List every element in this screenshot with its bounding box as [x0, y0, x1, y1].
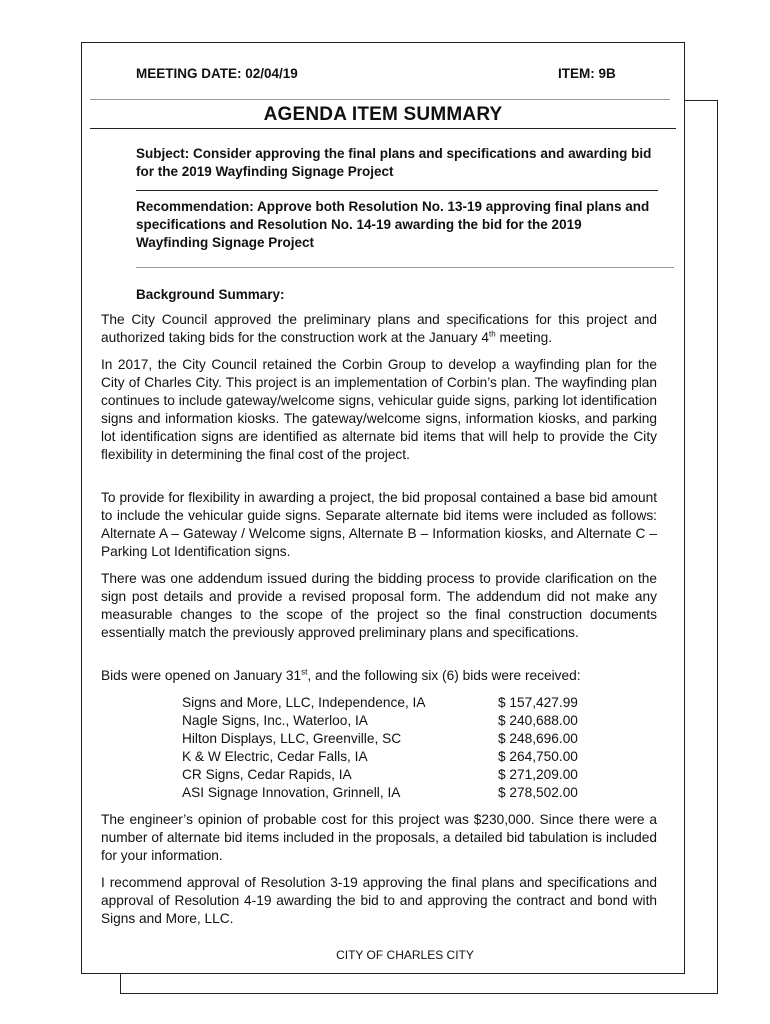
bid-amount: $ 271,209.00 [498, 767, 578, 782]
bid-amount: $ 248,696.00 [498, 731, 578, 746]
bid-row [182, 748, 578, 766]
paragraph-3: To provide for flexibility in awarding a project, the bid proposal contained a base bid amount to include the vehicular guide signs. Separate alternate bid items were included as follows: Alternate A – Gateway / Welcome signs, Alternate B – Information kiosks, and Alternate C – Parking Lot Identification signs. [101, 490, 657, 559]
bid-name: CR Signs, Cedar Rapids, IA [182, 767, 352, 782]
bid-amount: $ 240,688.00 [498, 713, 578, 728]
header-divider [90, 99, 670, 100]
bid-name: Hilton Displays, LLC, Greenville, SC [182, 731, 402, 746]
paragraph-6: The engineer’s opinion of probable cost for this project was $230,000. Since there were a number of alternate bid items included in the proposals, a detailed bid tabulation is included for your information. [101, 812, 657, 863]
bid-name: ASI Signage Innovation, Grinnell, IA [182, 785, 401, 800]
bid-row [182, 694, 578, 712]
item-number: ITEM: 9B [558, 66, 616, 81]
bid-row [182, 730, 578, 748]
bid-amount: $ 264,750.00 [498, 749, 578, 764]
paragraph-2: In 2017, the City Council retained the Corbin Group to develop a wayfinding plan for the City of Charles City. This project is an implementation of Corbin’s plan. The wayfinding plan continues to include gateway/welcome signs, vehicular guide signs, parking lot identification signs and information kiosks. The gateway/welcome signs, information kiosks, and parking lot identification signs are identified as alternate bid items that will help to provide the City flexibility in determining the final cost of the project. [101, 357, 657, 462]
title-divider [90, 128, 676, 129]
bid-row [182, 766, 578, 784]
paragraph-4: There was one addendum issued during the bidding process to provide clarification on the sign post details and provide a revised proposal form. The addendum did not make any measurable changes to the scope of the project so the final construction documents essentially match the previously approved preliminary plans and specifications. [101, 571, 657, 640]
bid-row [182, 712, 578, 730]
meeting-date: MEETING DATE: 02/04/19 [136, 66, 298, 81]
paragraph-7: I recommend approval of Resolution 3-19 approving the final plans and specifications and approval of Resolution 4-19 awarding the bid to and approving the contract and bond with Signs and More, LLC. [101, 875, 657, 926]
background-heading: Background Summary: [136, 287, 285, 302]
subject-divider [136, 190, 658, 191]
paragraph-1: The City Council approved the preliminary plans and specifications for this project and authorized taking bids for the construction work at the January 4th meeting. [101, 312, 657, 345]
bid-list [182, 694, 578, 802]
footer-city-name: CITY OF CHARLES CITY [336, 948, 474, 962]
subject: Subject: Consider approving the final plans and specifications and awarding bid for the 2019 Wayfinding Signage Project [136, 146, 652, 179]
bid-name: K & W Electric, Cedar Falls, IA [182, 749, 368, 764]
paragraph-5: Bids were opened on January 31st, and the following six (6) bids were received: [101, 667, 581, 683]
bid-amount: $ 157,427.99 [498, 695, 578, 710]
recommendation-divider [136, 267, 674, 268]
recommendation: Recommendation: Approve both Resolution No. 13-19 approving final plans and specifications and Resolution No. 14-19 awarding the bid for the 2019 Wayfinding Signage Project [136, 199, 650, 250]
bid-name: Nagle Signs, Inc., Waterloo, IA [182, 713, 368, 728]
bid-name: Signs and More, LLC, Independence, IA [182, 695, 426, 710]
bid-row [182, 784, 578, 802]
page-title: AGENDA ITEM SUMMARY [263, 104, 503, 125]
bid-amount: $ 278,502.00 [498, 785, 578, 800]
